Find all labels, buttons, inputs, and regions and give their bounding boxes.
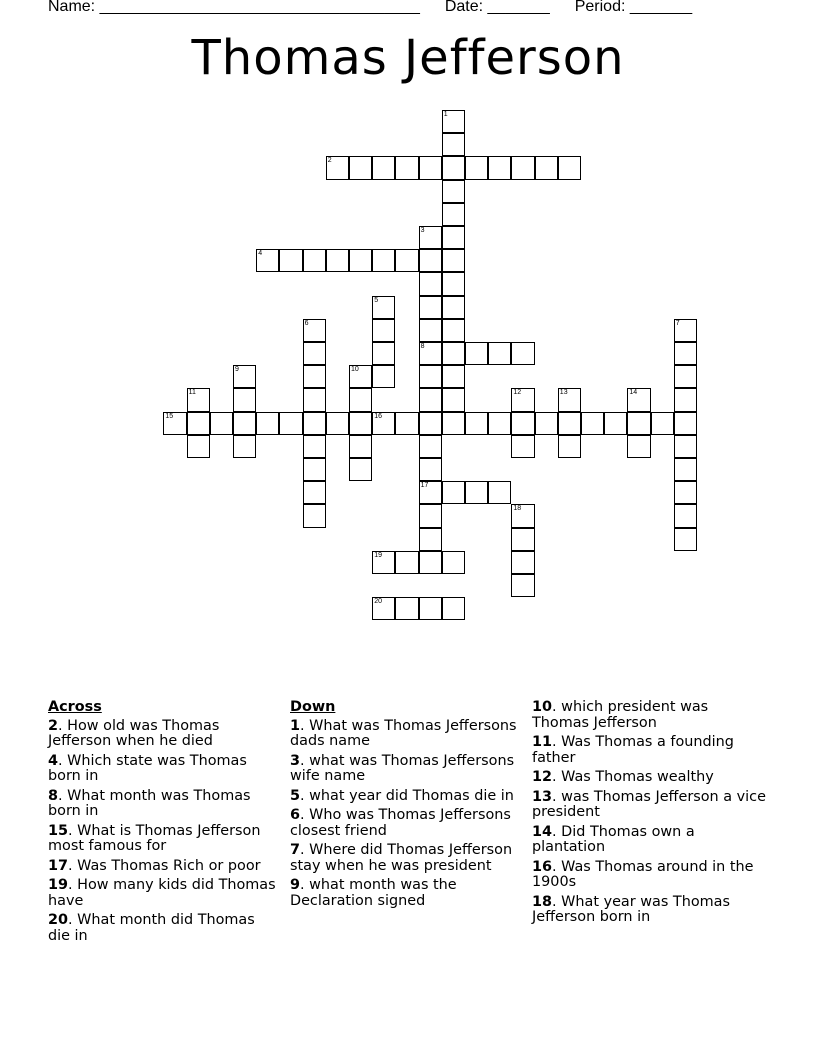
grid-cell[interactable] xyxy=(674,435,697,458)
grid-cell[interactable] xyxy=(303,319,326,342)
grid-cell[interactable] xyxy=(210,412,233,435)
clue-item xyxy=(532,790,767,821)
down-clues xyxy=(290,700,518,913)
grid-cell[interactable] xyxy=(419,412,442,435)
grid-cell[interactable] xyxy=(442,226,465,249)
grid-cell[interactable] xyxy=(535,156,558,179)
grid-cell[interactable] xyxy=(349,412,372,435)
grid-cell[interactable] xyxy=(674,388,697,411)
grid-cell[interactable] xyxy=(442,203,465,226)
grid-cell[interactable] xyxy=(187,435,210,458)
clue-item xyxy=(48,859,276,875)
date-field[interactable]: Date: _______ xyxy=(444,0,550,15)
clue-item xyxy=(290,754,518,785)
clue-text: . what year did Thomas die in xyxy=(300,787,514,804)
grid-cell[interactable] xyxy=(303,388,326,411)
grid-cell[interactable] xyxy=(372,319,395,342)
clue-number: 6 xyxy=(304,319,309,327)
clue-item xyxy=(48,754,276,785)
clue-text: . Was Thomas a founding father xyxy=(532,734,734,766)
grid-cell[interactable] xyxy=(303,458,326,481)
grid-cell[interactable] xyxy=(442,180,465,203)
clue-text: . was Thomas Jefferson a vice president xyxy=(532,788,766,820)
grid-cell[interactable] xyxy=(442,110,465,133)
clue-text: . Which state was Thomas born in xyxy=(48,752,247,784)
grid-cell[interactable] xyxy=(372,551,395,574)
clue-number: 15 xyxy=(48,822,69,839)
grid-cell[interactable] xyxy=(674,458,697,481)
grid-cell[interactable] xyxy=(395,249,418,272)
grid-cell[interactable] xyxy=(419,156,442,179)
clue-number: 2 xyxy=(48,717,59,734)
clue-number: 4 xyxy=(258,250,263,258)
clue-number: 19 xyxy=(374,551,382,559)
clue-number: 12 xyxy=(532,769,553,785)
grid-cell[interactable] xyxy=(279,412,302,435)
clue-number: 10 xyxy=(351,366,359,374)
grid-cell[interactable] xyxy=(558,435,581,458)
grid-cell[interactable] xyxy=(442,272,465,295)
grid-cell[interactable] xyxy=(349,249,372,272)
grid-cell[interactable] xyxy=(419,249,442,272)
grid-cell[interactable] xyxy=(395,412,418,435)
grid-cell[interactable] xyxy=(372,296,395,319)
grid-cell[interactable] xyxy=(419,226,442,249)
grid-cell[interactable] xyxy=(511,435,534,458)
clue-text: . Was Thomas around in the 1900s xyxy=(532,858,754,890)
clue-item xyxy=(48,913,276,944)
grid-cell[interactable] xyxy=(581,412,604,435)
across-clues xyxy=(48,700,276,948)
grid-cell[interactable] xyxy=(558,388,581,411)
grid-cell[interactable] xyxy=(372,249,395,272)
grid-cell[interactable] xyxy=(419,597,442,620)
clue-number: 17 xyxy=(420,482,429,490)
grid-cell[interactable] xyxy=(279,249,302,272)
grid-cell[interactable] xyxy=(627,435,650,458)
grid-cell[interactable] xyxy=(511,412,534,435)
grid-cell[interactable] xyxy=(442,365,465,388)
clue-item xyxy=(532,825,767,856)
grid-cell[interactable] xyxy=(372,156,395,179)
clue-text: . What is Thomas Jefferson most famous for xyxy=(48,822,261,854)
clue-item xyxy=(290,789,518,805)
grid-cell[interactable] xyxy=(511,388,534,411)
period-field[interactable]: Period: _______ xyxy=(574,0,693,15)
grid-cell[interactable] xyxy=(419,481,442,504)
clue-item xyxy=(532,860,767,891)
grid-cell[interactable] xyxy=(233,365,256,388)
grid-cell[interactable] xyxy=(674,528,697,551)
grid-cell[interactable] xyxy=(372,412,395,435)
clue-item xyxy=(532,700,767,731)
clue-number: 7 xyxy=(290,842,301,858)
clue-text: . which president was Thomas Jefferson xyxy=(532,699,709,731)
grid-cell[interactable] xyxy=(442,597,465,620)
grid-cell[interactable] xyxy=(465,412,488,435)
grid-cell[interactable] xyxy=(372,597,395,620)
grid-cell[interactable] xyxy=(419,435,442,458)
grid-cell[interactable] xyxy=(326,156,349,179)
grid-cell[interactable] xyxy=(511,504,534,527)
grid-cell[interactable] xyxy=(233,388,256,411)
grid-cell[interactable] xyxy=(349,156,372,179)
grid-cell[interactable] xyxy=(419,319,442,342)
clue-item xyxy=(290,843,518,874)
grid-cell[interactable] xyxy=(627,412,650,435)
clue-number: 9 xyxy=(235,366,239,374)
grid-cell[interactable] xyxy=(674,365,697,388)
grid-cell[interactable] xyxy=(395,597,418,620)
grid-cell[interactable] xyxy=(326,249,349,272)
grid-cell[interactable] xyxy=(442,133,465,156)
clue-text: . Did Thomas own a plantation xyxy=(532,823,695,855)
grid-cell[interactable] xyxy=(511,156,534,179)
clue-number: 5 xyxy=(290,787,301,804)
grid-cell[interactable] xyxy=(349,435,372,458)
grid-cell[interactable] xyxy=(419,365,442,388)
clue-item xyxy=(532,770,767,786)
grid-cell[interactable] xyxy=(395,156,418,179)
clue-number: 5 xyxy=(374,296,379,304)
grid-cell[interactable] xyxy=(419,528,442,551)
grid-cell[interactable] xyxy=(256,412,279,435)
grid-cell[interactable] xyxy=(511,551,534,574)
clue-number: 11 xyxy=(188,389,196,397)
grid-cell[interactable] xyxy=(488,156,511,179)
grid-cell[interactable] xyxy=(674,481,697,504)
clue-text: . What month was Thomas born in xyxy=(48,787,251,819)
down-heading: Down xyxy=(290,699,336,715)
clue-number: 11 xyxy=(532,734,553,750)
clue-item xyxy=(532,735,767,766)
grid-cell[interactable] xyxy=(511,574,534,597)
grid-cell[interactable] xyxy=(303,365,326,388)
grid-cell[interactable] xyxy=(674,412,697,435)
clue-item xyxy=(532,895,767,926)
grid-cell[interactable] xyxy=(651,412,674,435)
grid-cell[interactable] xyxy=(187,388,210,411)
grid-cell[interactable] xyxy=(233,435,256,458)
grid-cell[interactable] xyxy=(303,435,326,458)
clue-item xyxy=(48,789,276,820)
clue-number: 16 xyxy=(374,412,382,420)
clue-number: 12 xyxy=(513,389,522,397)
grid-cell[interactable] xyxy=(349,365,372,388)
grid-cell[interactable] xyxy=(465,481,488,504)
grid-cell[interactable] xyxy=(442,156,465,179)
grid-cell[interactable] xyxy=(303,412,326,435)
grid-cell[interactable] xyxy=(465,342,488,365)
clue-number: 13 xyxy=(559,389,568,397)
grid-cell[interactable] xyxy=(558,156,581,179)
clue-text: . How many kids did Thomas have xyxy=(48,877,276,909)
grid-cell[interactable] xyxy=(326,412,349,435)
clue-number: 2 xyxy=(327,157,332,165)
clue-number: 1 xyxy=(290,717,301,734)
clue-number: 8 xyxy=(420,343,425,350)
clue-number: 19 xyxy=(48,877,69,893)
grid-cell[interactable] xyxy=(558,412,581,435)
grid-cell[interactable] xyxy=(395,551,418,574)
grid-cell[interactable] xyxy=(442,296,465,319)
grid-cell[interactable] xyxy=(187,412,210,435)
grid-cell[interactable] xyxy=(419,504,442,527)
clue-number: 18 xyxy=(532,893,553,910)
grid-cell[interactable] xyxy=(674,504,697,527)
grid-cell[interactable] xyxy=(349,388,372,411)
grid-cell[interactable] xyxy=(627,388,650,411)
grid-cell[interactable] xyxy=(419,342,442,365)
clue-number: 3 xyxy=(290,752,301,769)
grid-cell[interactable] xyxy=(372,365,395,388)
grid-cell[interactable] xyxy=(349,458,372,481)
grid-cell[interactable] xyxy=(419,296,442,319)
clue-item xyxy=(290,808,518,839)
clue-number: 15 xyxy=(165,412,174,420)
grid-cell[interactable] xyxy=(488,342,511,365)
clue-number: 4 xyxy=(48,752,59,769)
clue-item xyxy=(48,719,276,750)
grid-cell[interactable] xyxy=(163,412,186,435)
clue-text: . What was Thomas Jeffersons dads name xyxy=(290,717,517,749)
clue-number: 3 xyxy=(420,227,425,234)
grid-cell[interactable] xyxy=(442,342,465,365)
clue-number: 17 xyxy=(48,857,69,874)
grid-cell[interactable] xyxy=(674,319,697,342)
clue-text: . How old was Thomas Jefferson when he died xyxy=(48,717,220,749)
grid-cell[interactable] xyxy=(303,249,326,272)
grid-cell[interactable] xyxy=(233,412,256,435)
clue-item xyxy=(48,878,276,909)
grid-cell[interactable] xyxy=(256,249,279,272)
clue-text: . Was Thomas Rich or poor xyxy=(68,857,261,874)
clue-number: 9 xyxy=(290,877,301,893)
clue-text: . Where did Thomas Jefferson stay when he was president xyxy=(290,842,513,874)
name-field[interactable]: Name: ____________________________________ xyxy=(48,0,420,15)
grid-cell[interactable] xyxy=(419,551,442,574)
clue-number: 10 xyxy=(532,699,553,715)
clue-number: 1 xyxy=(443,111,448,118)
grid-cell[interactable] xyxy=(488,412,511,435)
across-heading: Across xyxy=(48,699,102,715)
clue-text: . what was Thomas Jeffersons wife name xyxy=(290,752,515,784)
clue-number: 8 xyxy=(48,787,59,804)
grid-cell[interactable] xyxy=(419,458,442,481)
grid-cell[interactable] xyxy=(442,319,465,342)
clue-text: . What month did Thomas die in xyxy=(48,912,255,944)
grid-cell[interactable] xyxy=(442,412,465,435)
clue-number: 16 xyxy=(532,858,553,875)
puzzle-title: Thomas Jefferson xyxy=(191,30,625,86)
grid-cell[interactable] xyxy=(465,156,488,179)
clue-item xyxy=(290,878,518,909)
clue-number: 6 xyxy=(290,807,301,823)
grid-cell[interactable] xyxy=(511,528,534,551)
grid-cell[interactable] xyxy=(419,388,442,411)
clue-number: 20 xyxy=(374,598,382,606)
grid-cell[interactable] xyxy=(674,342,697,365)
clue-number: 20 xyxy=(48,912,69,928)
clue-text: . Was Thomas wealthy xyxy=(552,769,714,785)
grid-cell[interactable] xyxy=(303,504,326,527)
grid-cell[interactable] xyxy=(419,272,442,295)
clue-item xyxy=(48,824,276,855)
grid-cell[interactable] xyxy=(303,342,326,365)
clue-text: . Who was Thomas Jeffersons closest friend xyxy=(290,807,511,839)
clue-number: 14 xyxy=(629,389,638,397)
clue-text: . what month was the Declaration signed xyxy=(290,877,457,909)
grid-cell[interactable] xyxy=(604,412,627,435)
grid-cell[interactable] xyxy=(372,342,395,365)
clue-number: 13 xyxy=(532,788,553,805)
grid-cell[interactable] xyxy=(535,412,558,435)
clue-number: 7 xyxy=(675,319,680,327)
grid-cell[interactable] xyxy=(442,551,465,574)
grid-cell[interactable] xyxy=(488,481,511,504)
clue-text: . What year was Thomas Jefferson born in xyxy=(532,893,730,925)
clue-number: 14 xyxy=(532,823,553,840)
grid-cell[interactable] xyxy=(442,481,465,504)
grid-cell[interactable] xyxy=(303,481,326,504)
clue-number: 18 xyxy=(513,505,522,513)
down-clues-continued xyxy=(532,700,767,930)
clue-item xyxy=(290,719,518,750)
grid-cell[interactable] xyxy=(511,342,534,365)
grid-cell[interactable] xyxy=(442,388,465,411)
grid-cell[interactable] xyxy=(442,249,465,272)
